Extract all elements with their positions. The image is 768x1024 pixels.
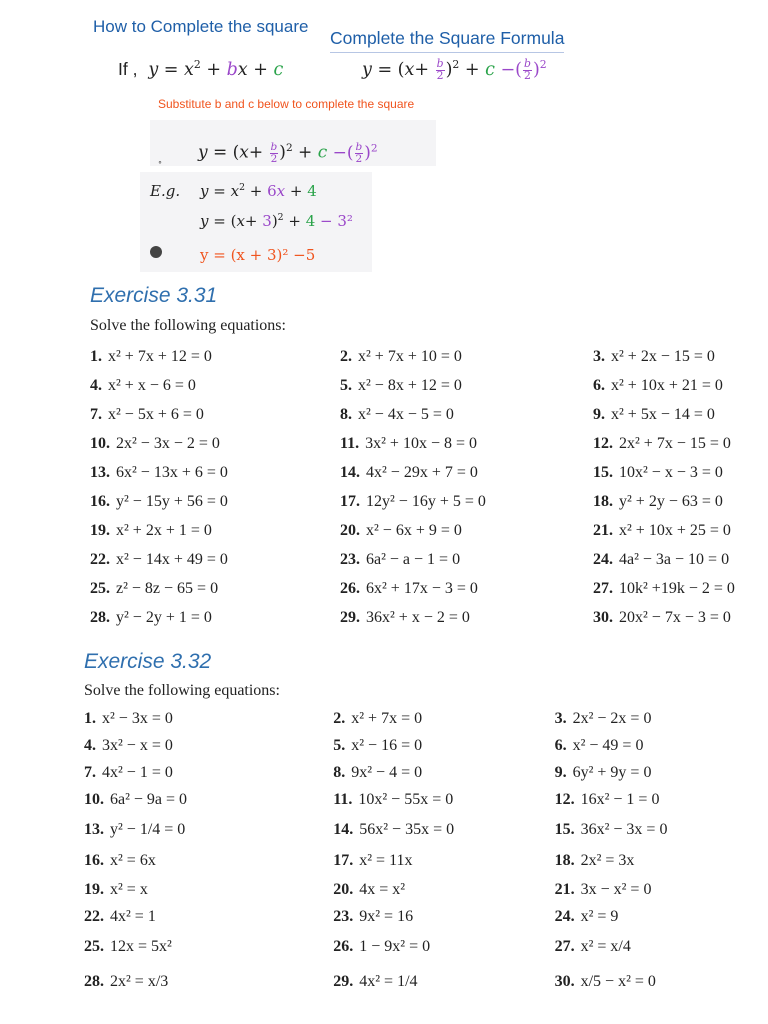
item-number: 9. [593, 405, 605, 423]
exercise-item [90, 377, 340, 395]
exercise-row [84, 705, 754, 732]
item-number: 4. [90, 376, 102, 394]
item-number: 19. [84, 880, 104, 898]
item-equation: 36x² + x − 2 = 0 [366, 608, 470, 626]
exercise-331-grid [90, 342, 760, 632]
exercise-item [593, 522, 760, 540]
item-equation: x² − 4x − 5 = 0 [358, 405, 454, 423]
item-number: 27. [554, 937, 575, 955]
item-number: 12. [554, 790, 575, 808]
exercise-item [84, 908, 333, 926]
item-number: 28. [90, 608, 110, 626]
exercise-row [90, 545, 760, 574]
example-label: E.g. [150, 182, 181, 200]
item-equation: 6a² − 9a = 0 [110, 790, 188, 808]
item-equation: x² − 6x + 9 = 0 [366, 521, 462, 539]
exercise-item [90, 493, 340, 511]
item-equation: y² − 2y + 1 = 0 [116, 608, 212, 626]
exercise-item [555, 852, 754, 870]
item-number: 29. [340, 608, 360, 626]
exercise-item [593, 551, 760, 569]
exercise-332-intro: Solve the following equations: [84, 682, 280, 699]
item-equation: 36x² − 3x = 0 [580, 820, 668, 838]
exercise-332-grid [84, 705, 754, 1000]
item-number: 8. [333, 763, 346, 781]
exercise-row [90, 400, 760, 429]
item-equation: y² − 1/4 = 0 [110, 820, 186, 838]
exercise-item [333, 710, 554, 728]
item-number: 16. [90, 492, 110, 510]
item-equation: y² + 2y − 63 = 0 [619, 492, 723, 510]
exercise-row [90, 371, 760, 400]
item-number: 30. [593, 608, 613, 626]
exercise-item [90, 348, 340, 366]
exercise-item [333, 908, 554, 926]
exercise-item [90, 522, 340, 540]
exercise-332-heading: Exercise 3.32 [84, 650, 212, 673]
exercise-item [340, 551, 593, 569]
exercise-row [84, 846, 754, 876]
item-equation: 10k² +19k − 2 = 0 [619, 579, 735, 597]
exercise-row [84, 732, 754, 759]
item-equation: 6a² − a − 1 = 0 [366, 550, 461, 568]
exercise-row [90, 516, 760, 545]
item-equation: x² = 9 [580, 907, 619, 925]
item-number: 16. [84, 852, 104, 869]
item-equation: 3x − x² = 0 [580, 880, 652, 898]
item-number: 22. [84, 907, 104, 925]
general-quadratic: If , $y = x^2$ + bx + c [118, 58, 284, 80]
exercise-item [555, 764, 754, 782]
item-number: 21. [593, 521, 613, 539]
item-number: 26. [333, 937, 354, 955]
item-equation: 1 − 9x² = 0 [359, 937, 431, 955]
item-equation: 6y² + 9y = 0 [572, 763, 652, 781]
item-equation: 4x² − 29x + 7 = 0 [366, 463, 478, 481]
item-equation: 9x² − 4 = 0 [351, 763, 423, 781]
item-number: 26. [340, 579, 360, 597]
exercise-row [90, 487, 760, 516]
item-number: 1. [90, 347, 102, 365]
item-equation: 3x² − x = 0 [102, 736, 173, 754]
item-number: 24. [593, 550, 613, 568]
exercise-row [90, 429, 760, 458]
exercise-row [90, 342, 760, 371]
item-equation: x² + 7x + 12 = 0 [108, 347, 212, 365]
item-number: 10. [90, 434, 110, 452]
exercise-item [333, 973, 554, 991]
exercise-331-heading: Exercise 3.31 [90, 284, 218, 307]
item-number: 27. [593, 579, 613, 597]
exercise-item [340, 522, 593, 540]
example-line-3: y = (x + 3)² −5 [200, 246, 316, 264]
item-number: 7. [90, 405, 102, 423]
exercise-item [90, 551, 340, 569]
exercise-item [84, 852, 333, 870]
item-number: 29. [333, 972, 354, 990]
item-number: 15. [593, 463, 613, 481]
item-equation: x² − 8x + 12 = 0 [358, 376, 462, 394]
exercise-item [340, 406, 593, 424]
exercise-item [90, 609, 340, 627]
formula-recall: y = (x+ $\frac{b}{2}$ )$^2$ + c −( $\frac{b}{2}$ )$^2$ [198, 141, 378, 165]
item-number: 13. [84, 820, 104, 838]
item-number: 3. [593, 347, 605, 365]
item-number: 8. [340, 405, 352, 423]
item-number: 1. [84, 709, 96, 727]
item-equation: x² = 6x [110, 852, 156, 869]
exercise-item [593, 406, 760, 424]
item-number: 2. [340, 347, 352, 365]
item-number: 12. [593, 434, 613, 452]
item-equation: 2x² = x/3 [110, 972, 169, 990]
item-equation: 2x² − 3x − 2 = 0 [116, 434, 220, 452]
exercise-item [90, 580, 340, 598]
item-number: 14. [333, 820, 354, 838]
exercise-item [555, 973, 754, 991]
item-number: 13. [90, 463, 110, 481]
item-equation: x² + 5x − 14 = 0 [611, 405, 715, 423]
item-equation: x² = x [110, 880, 148, 898]
item-equation: 4x = x² [359, 880, 406, 898]
exercise-item [84, 881, 333, 899]
exercise-row [84, 963, 754, 1000]
item-equation: x² + 10x + 21 = 0 [611, 376, 723, 394]
item-equation: 20x² − 7x − 3 = 0 [619, 608, 731, 626]
item-number: 3. [554, 709, 567, 727]
item-number: 14. [340, 463, 360, 481]
exercise-item [593, 609, 760, 627]
exercise-item [340, 609, 593, 627]
exercise-item [340, 464, 593, 482]
item-number: 4. [84, 736, 96, 754]
exercise-item [84, 938, 333, 956]
item-equation: x² + 7x + 10 = 0 [358, 347, 462, 365]
item-number: 20. [333, 880, 354, 898]
exercise-item [90, 406, 340, 424]
exercise-item [90, 464, 340, 482]
item-number: 11. [340, 434, 360, 452]
item-equation: 10x² − 55x = 0 [358, 790, 454, 808]
item-number: 30. [554, 972, 575, 990]
item-equation: 4x² = 1/4 [359, 972, 418, 990]
exercise-item [593, 377, 760, 395]
item-number: 22. [90, 550, 110, 568]
item-equation: 4x² − 1 = 0 [102, 763, 173, 781]
bullet-mark: ˳ [158, 150, 162, 164]
exercise-item [593, 348, 760, 366]
exercise-item [593, 464, 760, 482]
example-line-2: $y = (x+ 3)^2 + 4 - 3^2$ [200, 212, 353, 230]
exercise-item [593, 493, 760, 511]
item-number: 2. [333, 709, 346, 727]
exercise-item [340, 580, 593, 598]
item-equation: 56x² − 35x = 0 [359, 820, 455, 838]
exercise-item [84, 710, 333, 728]
item-number: 18. [554, 852, 575, 869]
exercise-row [84, 876, 754, 903]
item-number: 6. [554, 736, 567, 754]
exercise-row [84, 903, 754, 930]
item-equation: x² + 2x − 15 = 0 [611, 347, 715, 365]
item-number: 25. [90, 579, 110, 597]
exercise-item [84, 973, 333, 991]
exercise-item [593, 580, 760, 598]
item-equation: x² − 5x + 6 = 0 [108, 405, 204, 423]
item-number: 11. [333, 790, 353, 808]
item-equation: x² − 3x = 0 [102, 709, 173, 727]
item-equation: x² = 11x [359, 852, 413, 869]
exercise-item [84, 737, 333, 755]
item-number: 28. [84, 972, 104, 990]
item-number: 7. [84, 763, 96, 781]
item-equation: x² + 7x = 0 [351, 709, 423, 727]
exercise-item [555, 737, 754, 755]
exercise-row [90, 603, 760, 632]
exercise-item [333, 737, 554, 755]
item-number: 23. [340, 550, 360, 568]
exercise-item [84, 821, 333, 839]
item-equation: 10x² − x − 3 = 0 [619, 463, 723, 481]
item-equation: y² − 15y + 56 = 0 [116, 492, 228, 510]
exercise-item [333, 938, 554, 956]
exercise-item [555, 821, 754, 839]
item-equation: 2x² = 3x [580, 852, 635, 869]
exercise-row [90, 574, 760, 603]
item-equation: 9x² = 16 [359, 907, 414, 925]
exercise-item [555, 908, 754, 926]
item-number: 15. [554, 820, 575, 838]
page-title: How to Complete the square [93, 17, 309, 36]
exercise-item [90, 435, 340, 453]
exercise-item [333, 821, 554, 839]
item-equation: x² + x − 6 = 0 [108, 376, 196, 394]
item-equation: x² − 49 = 0 [572, 736, 644, 754]
item-equation: 2x² − 2x = 0 [572, 709, 652, 727]
arrow-icon [150, 246, 162, 258]
item-number: 23. [333, 907, 354, 925]
item-equation: 6x² − 13x + 6 = 0 [116, 463, 228, 481]
complete-square-formula: y = (x+ $\frac{b}{2}$ )$^2$ + c −( $\frac{b}{2}$ )$^2$ [362, 56, 547, 82]
item-equation: 4x² = 1 [110, 907, 156, 925]
item-equation: 4a² − 3a − 10 = 0 [619, 550, 730, 568]
exercise-row [84, 759, 754, 786]
exercise-item [333, 764, 554, 782]
item-number: 17. [333, 852, 354, 869]
item-number: 6. [593, 376, 605, 394]
exercise-item [555, 791, 754, 809]
item-number: 9. [554, 763, 567, 781]
item-equation: 12x = 5x² [110, 937, 172, 955]
substitute-hint: Substitute b and c below to complete the square [158, 97, 415, 111]
exercise-row [84, 813, 754, 846]
exercise-row [90, 458, 760, 487]
exercise-item [593, 435, 760, 453]
example-line-1: $y = x^2 + 6x + 4$ [200, 182, 317, 200]
item-equation: x² − 14x + 49 = 0 [116, 550, 228, 568]
exercise-row [84, 786, 754, 813]
exercise-item [84, 791, 333, 809]
exercise-item [84, 764, 333, 782]
item-number: 19. [90, 521, 110, 539]
exercise-item [333, 881, 554, 899]
exercise-item [555, 881, 754, 899]
exercise-item [333, 791, 554, 809]
item-equation: 6x² + 17x − 3 = 0 [366, 579, 478, 597]
item-equation: x² = x/4 [580, 937, 631, 955]
item-number: 25. [84, 937, 104, 955]
exercise-item [340, 493, 593, 511]
item-equation: x/5 − x² = 0 [580, 972, 656, 990]
item-equation: 12y² − 16y + 5 = 0 [366, 492, 486, 510]
item-equation: 2x² + 7x − 15 = 0 [619, 434, 731, 452]
item-equation: x² − 16 = 0 [351, 736, 423, 754]
item-number: 17. [340, 492, 360, 510]
formula-heading: Complete the Square Formula [330, 28, 564, 53]
item-number: 10. [84, 790, 104, 808]
item-number: 5. [340, 376, 352, 394]
item-number: 21. [554, 880, 575, 898]
item-equation: x² + 10x + 25 = 0 [619, 521, 731, 539]
item-number: 20. [340, 521, 360, 539]
exercise-item [555, 938, 754, 956]
item-number: 18. [593, 492, 613, 510]
item-equation: 3x² + 10x − 8 = 0 [365, 434, 477, 452]
item-equation: x² + 2x + 1 = 0 [116, 521, 212, 539]
exercise-item [340, 348, 593, 366]
exercise-item [340, 435, 593, 453]
exercise-item [340, 377, 593, 395]
item-number: 5. [333, 736, 346, 754]
exercise-331-intro: Solve the following equations: [90, 317, 286, 334]
item-equation: 16x² − 1 = 0 [580, 790, 660, 808]
exercise-item [555, 710, 754, 728]
item-number: 24. [554, 907, 575, 925]
exercise-item [333, 852, 554, 870]
item-equation: z² − 8z − 65 = 0 [116, 579, 219, 597]
exercise-row [84, 930, 754, 963]
